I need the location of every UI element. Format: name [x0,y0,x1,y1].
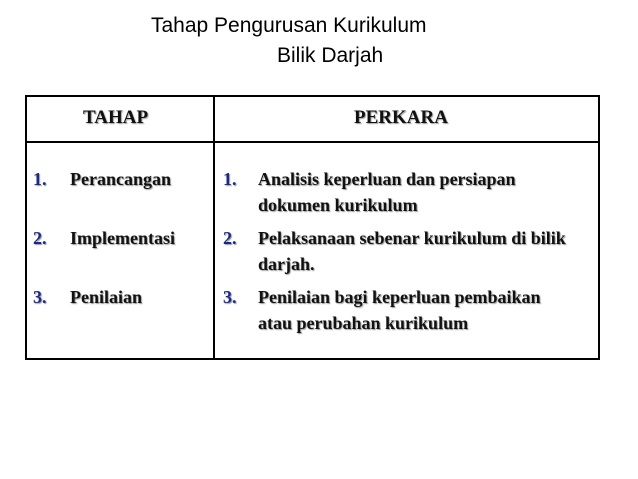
perkara-item-line2: darjah. [258,254,315,274]
perkara-item-line1: Penilaian bagi keperluan pembaikan [258,287,541,307]
perkara-item-line2: dokumen kurikulum [258,195,418,215]
perkara-item-number: 3. [223,287,237,307]
tahap-item-label: Implementasi [70,228,175,248]
perkara-item-line2: atau perubahan kurikulum [258,313,469,333]
tahap-item-number: 3. [33,287,47,307]
perkara-item-number: 2. [223,228,237,248]
page-title: Tahap Pengurusan Kurikulum [151,14,427,37]
tahap-item-number: 1. [33,169,47,189]
perkara-item-line1: Analisis keperluan dan persiapan [258,169,516,189]
tahap-perkara-table [25,95,600,360]
tahap-item-label: Perancangan [70,169,171,189]
page-subtitle: Bilik Darjah [277,44,384,67]
header-divider [27,141,598,143]
header-tahap: TAHAP [83,107,149,128]
header-perkara: PERKARA [354,107,448,128]
tahap-item-label: Penilaian [70,287,143,307]
perkara-item-line1: Pelaksanaan sebenar kurikulum di bilik [258,228,566,248]
tahap-item-number: 2. [33,228,47,248]
column-divider [213,97,215,358]
perkara-item-number: 1. [223,169,237,189]
